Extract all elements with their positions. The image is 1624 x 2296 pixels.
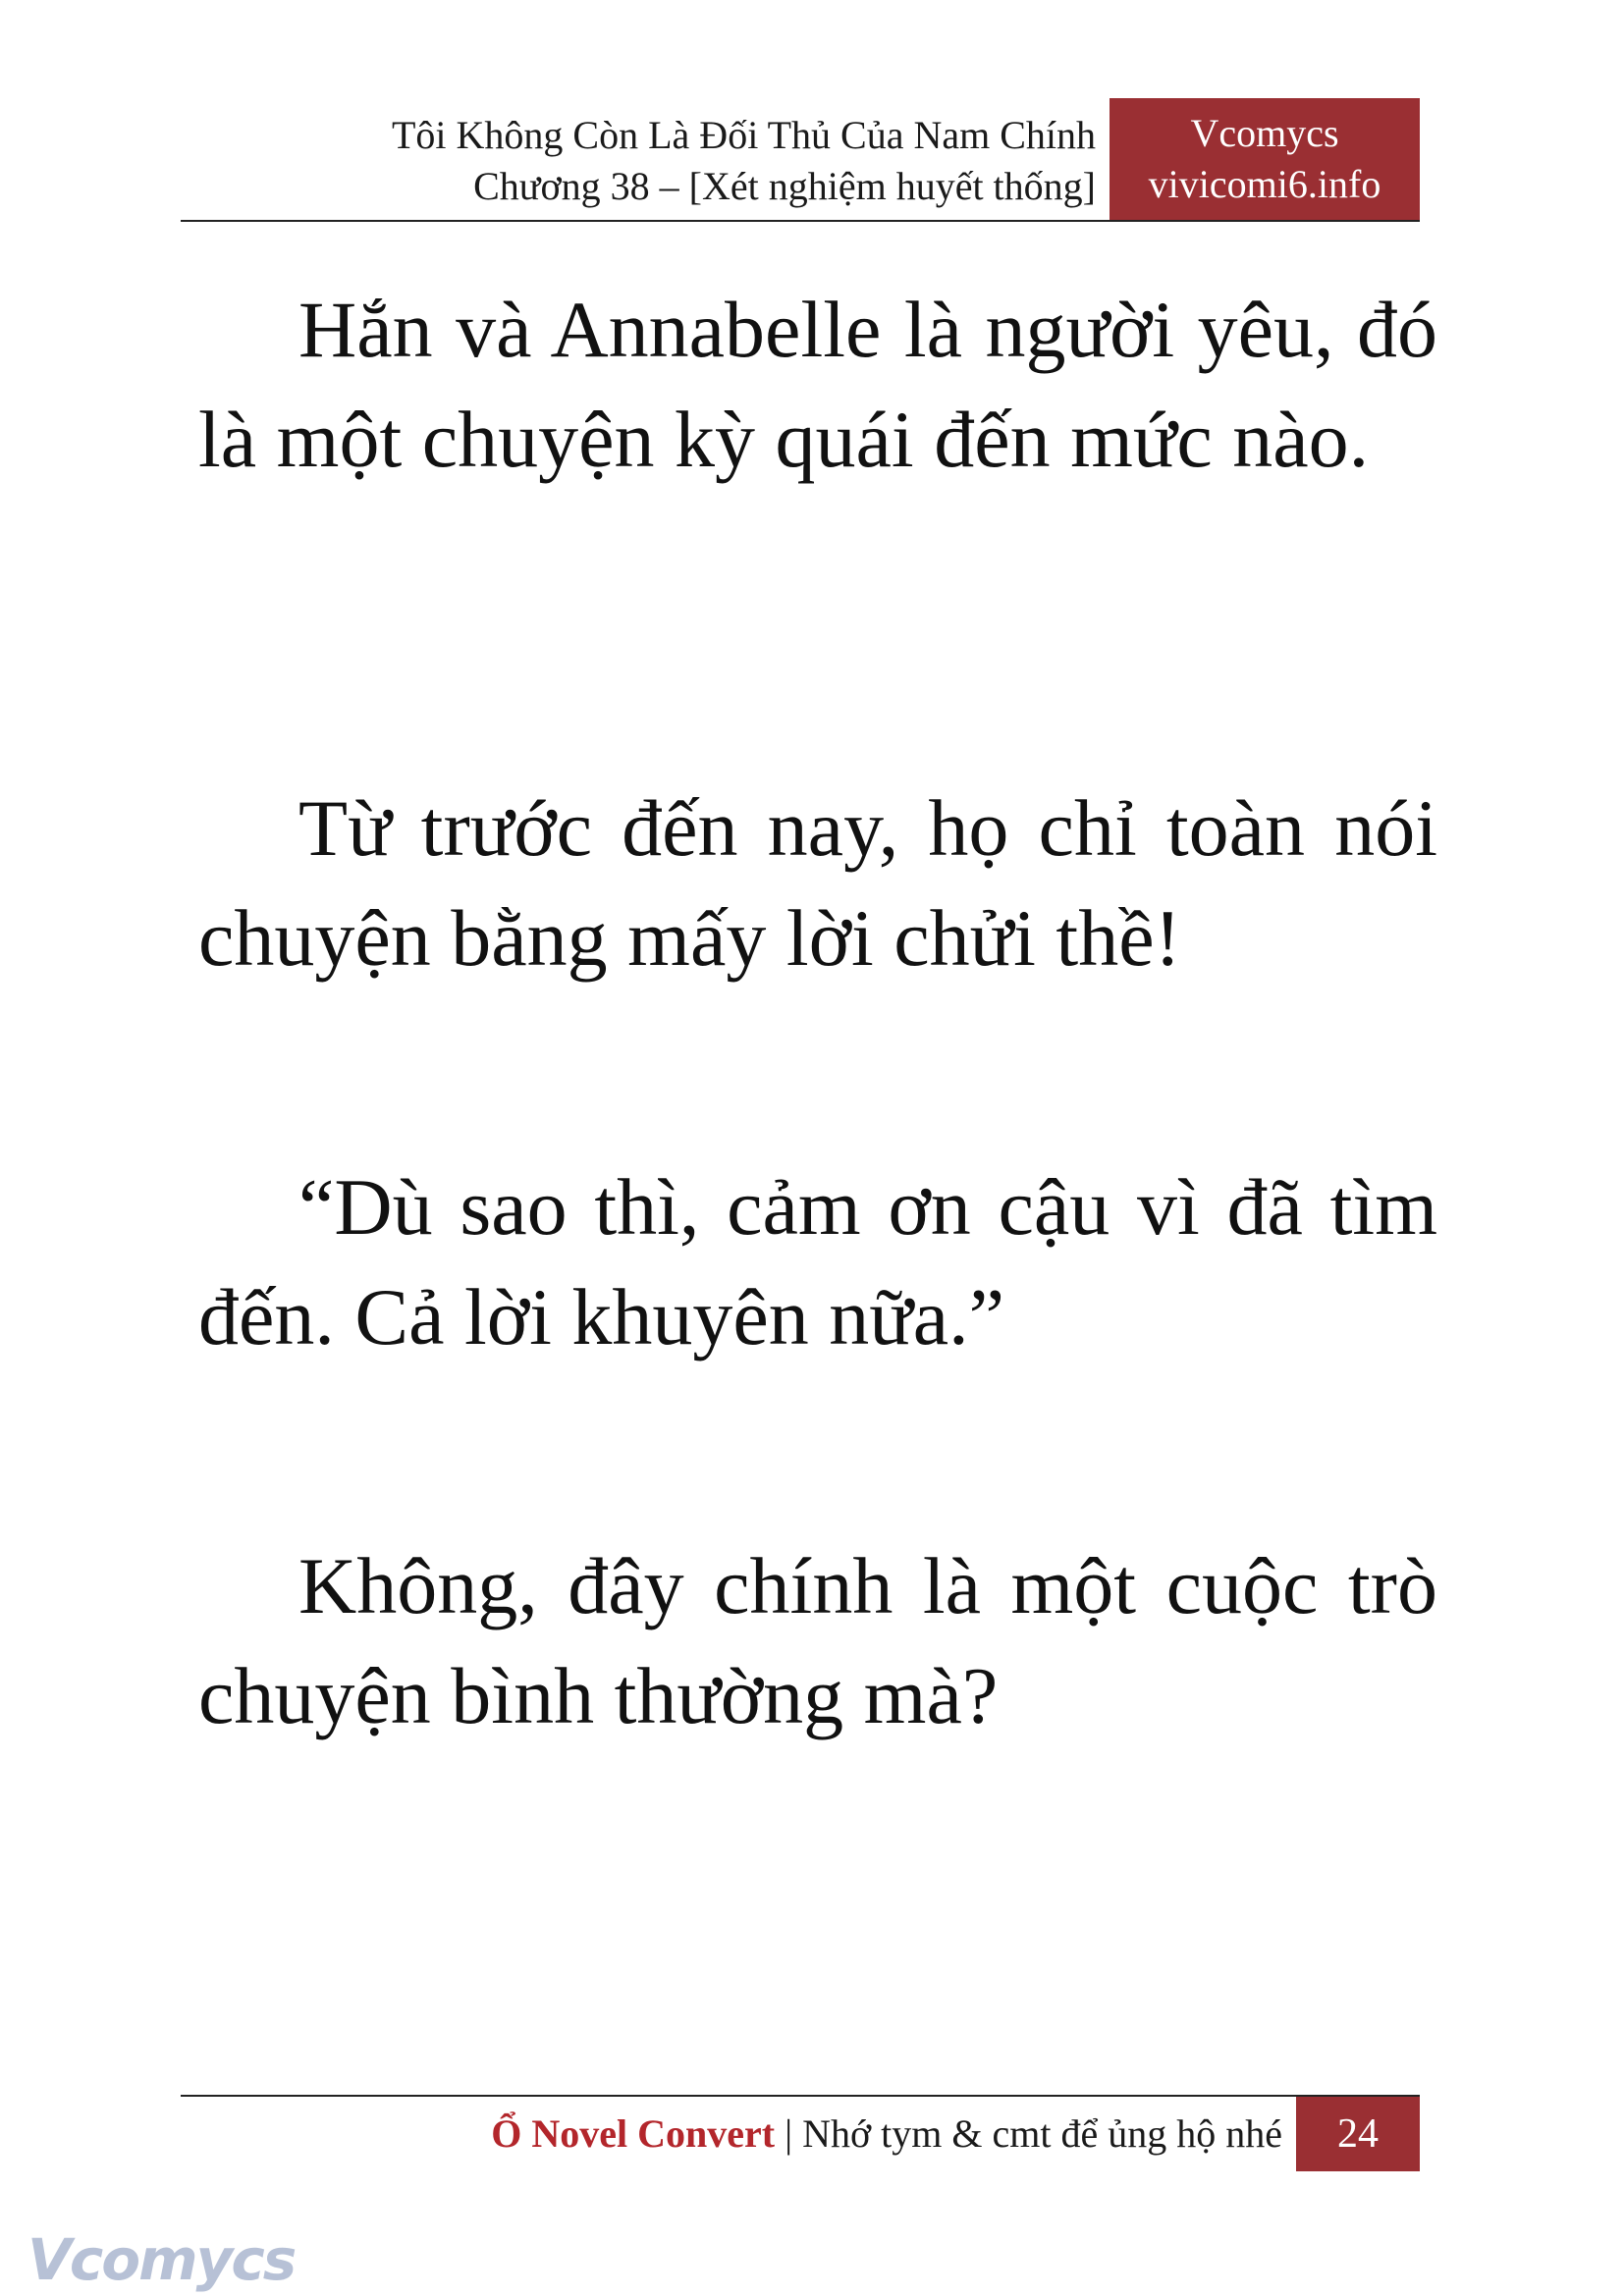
watermark-logo: Vcomycs [27, 2226, 296, 2293]
paragraph-3: “Dù sao thì, cảm ơn cậu vì đã tìm đến. Cả lời khuyên nữa.” [198, 1162, 1437, 1362]
chapter-title: Chương 38 – [Xét nghiệm huyết thống] [473, 164, 1096, 208]
footer-brand: Ổ Novel Convert [491, 2111, 776, 2156]
header-titles [392, 110, 1096, 212]
site-name: Vcomycs [1190, 111, 1339, 155]
book-title: Tôi Không Còn Là Đối Thủ Của Nam Chính [392, 113, 1096, 157]
footer-separator: | [775, 2111, 803, 2156]
paragraph-2: Từ trước đến nay, họ chỉ toàn nói chuyện bằng mấy lời chửi thề! [198, 783, 1437, 983]
page-number: 24 [1296, 2097, 1420, 2171]
footer-note: Nhớ tym & cmt để ủng hộ nhé [802, 2111, 1282, 2156]
page-header [181, 98, 1420, 222]
paragraph-4: Không, đây chính là một cuộc trò chuyện bình thường mà? [198, 1541, 1437, 1740]
site-badge [1110, 98, 1420, 220]
footer-text [491, 2107, 1282, 2162]
page-footer [181, 2095, 1420, 2171]
paragraph-1: Hắn và Annabelle là người yêu, đó là một chuyện kỳ quái đến mức nào. [198, 285, 1437, 484]
site-url: vivicomi6.info [1148, 162, 1381, 206]
